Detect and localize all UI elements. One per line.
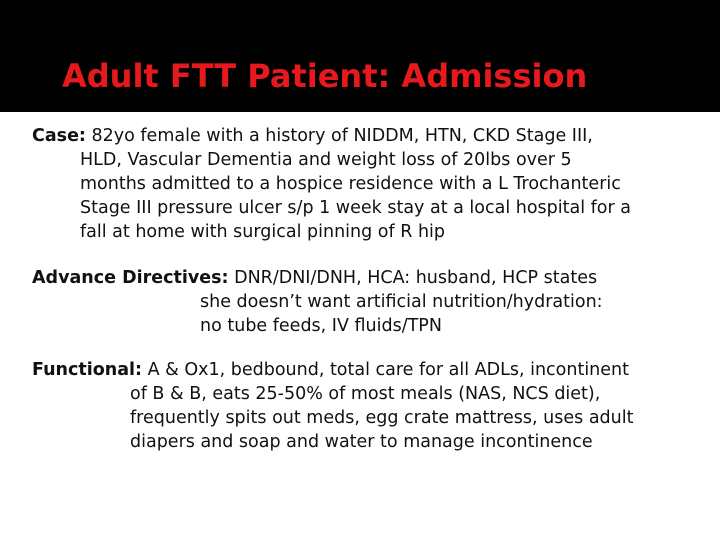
functional-section [32, 358, 712, 454]
title-band [0, 0, 720, 112]
advance-directives-section [32, 266, 712, 338]
case-label: Case: [32, 126, 86, 146]
advance-directives-label: Advance Directives: [32, 268, 229, 288]
functional-first-line [32, 358, 712, 382]
slide-title: Adult FTT Patient: Admission [62, 57, 588, 95]
functional-line: frequently spits out meds, egg crate mattress, uses adult [130, 408, 634, 428]
case-first-line [32, 124, 712, 148]
functional-line: of B & B, eats 25-50% of most meals (NAS, NCS diet), [130, 384, 601, 404]
case-line: fall at home with surgical pinning of R hip [80, 222, 446, 242]
advance-directives-first-line [32, 266, 712, 290]
advance-directives-text: DNR/DNI/DNH, HCA: husband, HCP states [228, 268, 598, 288]
case-text: 82yo female with a history of NIDDM, HTN, CKD Stage III, [85, 126, 593, 146]
functional-line: diapers and soap and water to manage incontinence [130, 432, 593, 452]
slide-content [32, 124, 712, 454]
case-line: HLD, Vascular Dementia and weight loss of 20lbs over 5 [80, 150, 572, 170]
case-line: Stage III pressure ulcer s/p 1 week stay at a local hospital for a [80, 198, 631, 218]
title-divider [0, 112, 720, 116]
functional-text: A & Ox1, bedbound, total care for all ADLs, incontinent [142, 360, 629, 380]
case-line: months admitted to a hospice residence with a L Trochanteric [80, 174, 621, 194]
functional-label: Functional: [32, 360, 143, 380]
advance-directives-line: no tube feeds, IV fluids/TPN [200, 316, 442, 336]
advance-directives-line: she doesn’t want artificial nutrition/hydration: [200, 292, 603, 312]
case-section [32, 124, 712, 244]
